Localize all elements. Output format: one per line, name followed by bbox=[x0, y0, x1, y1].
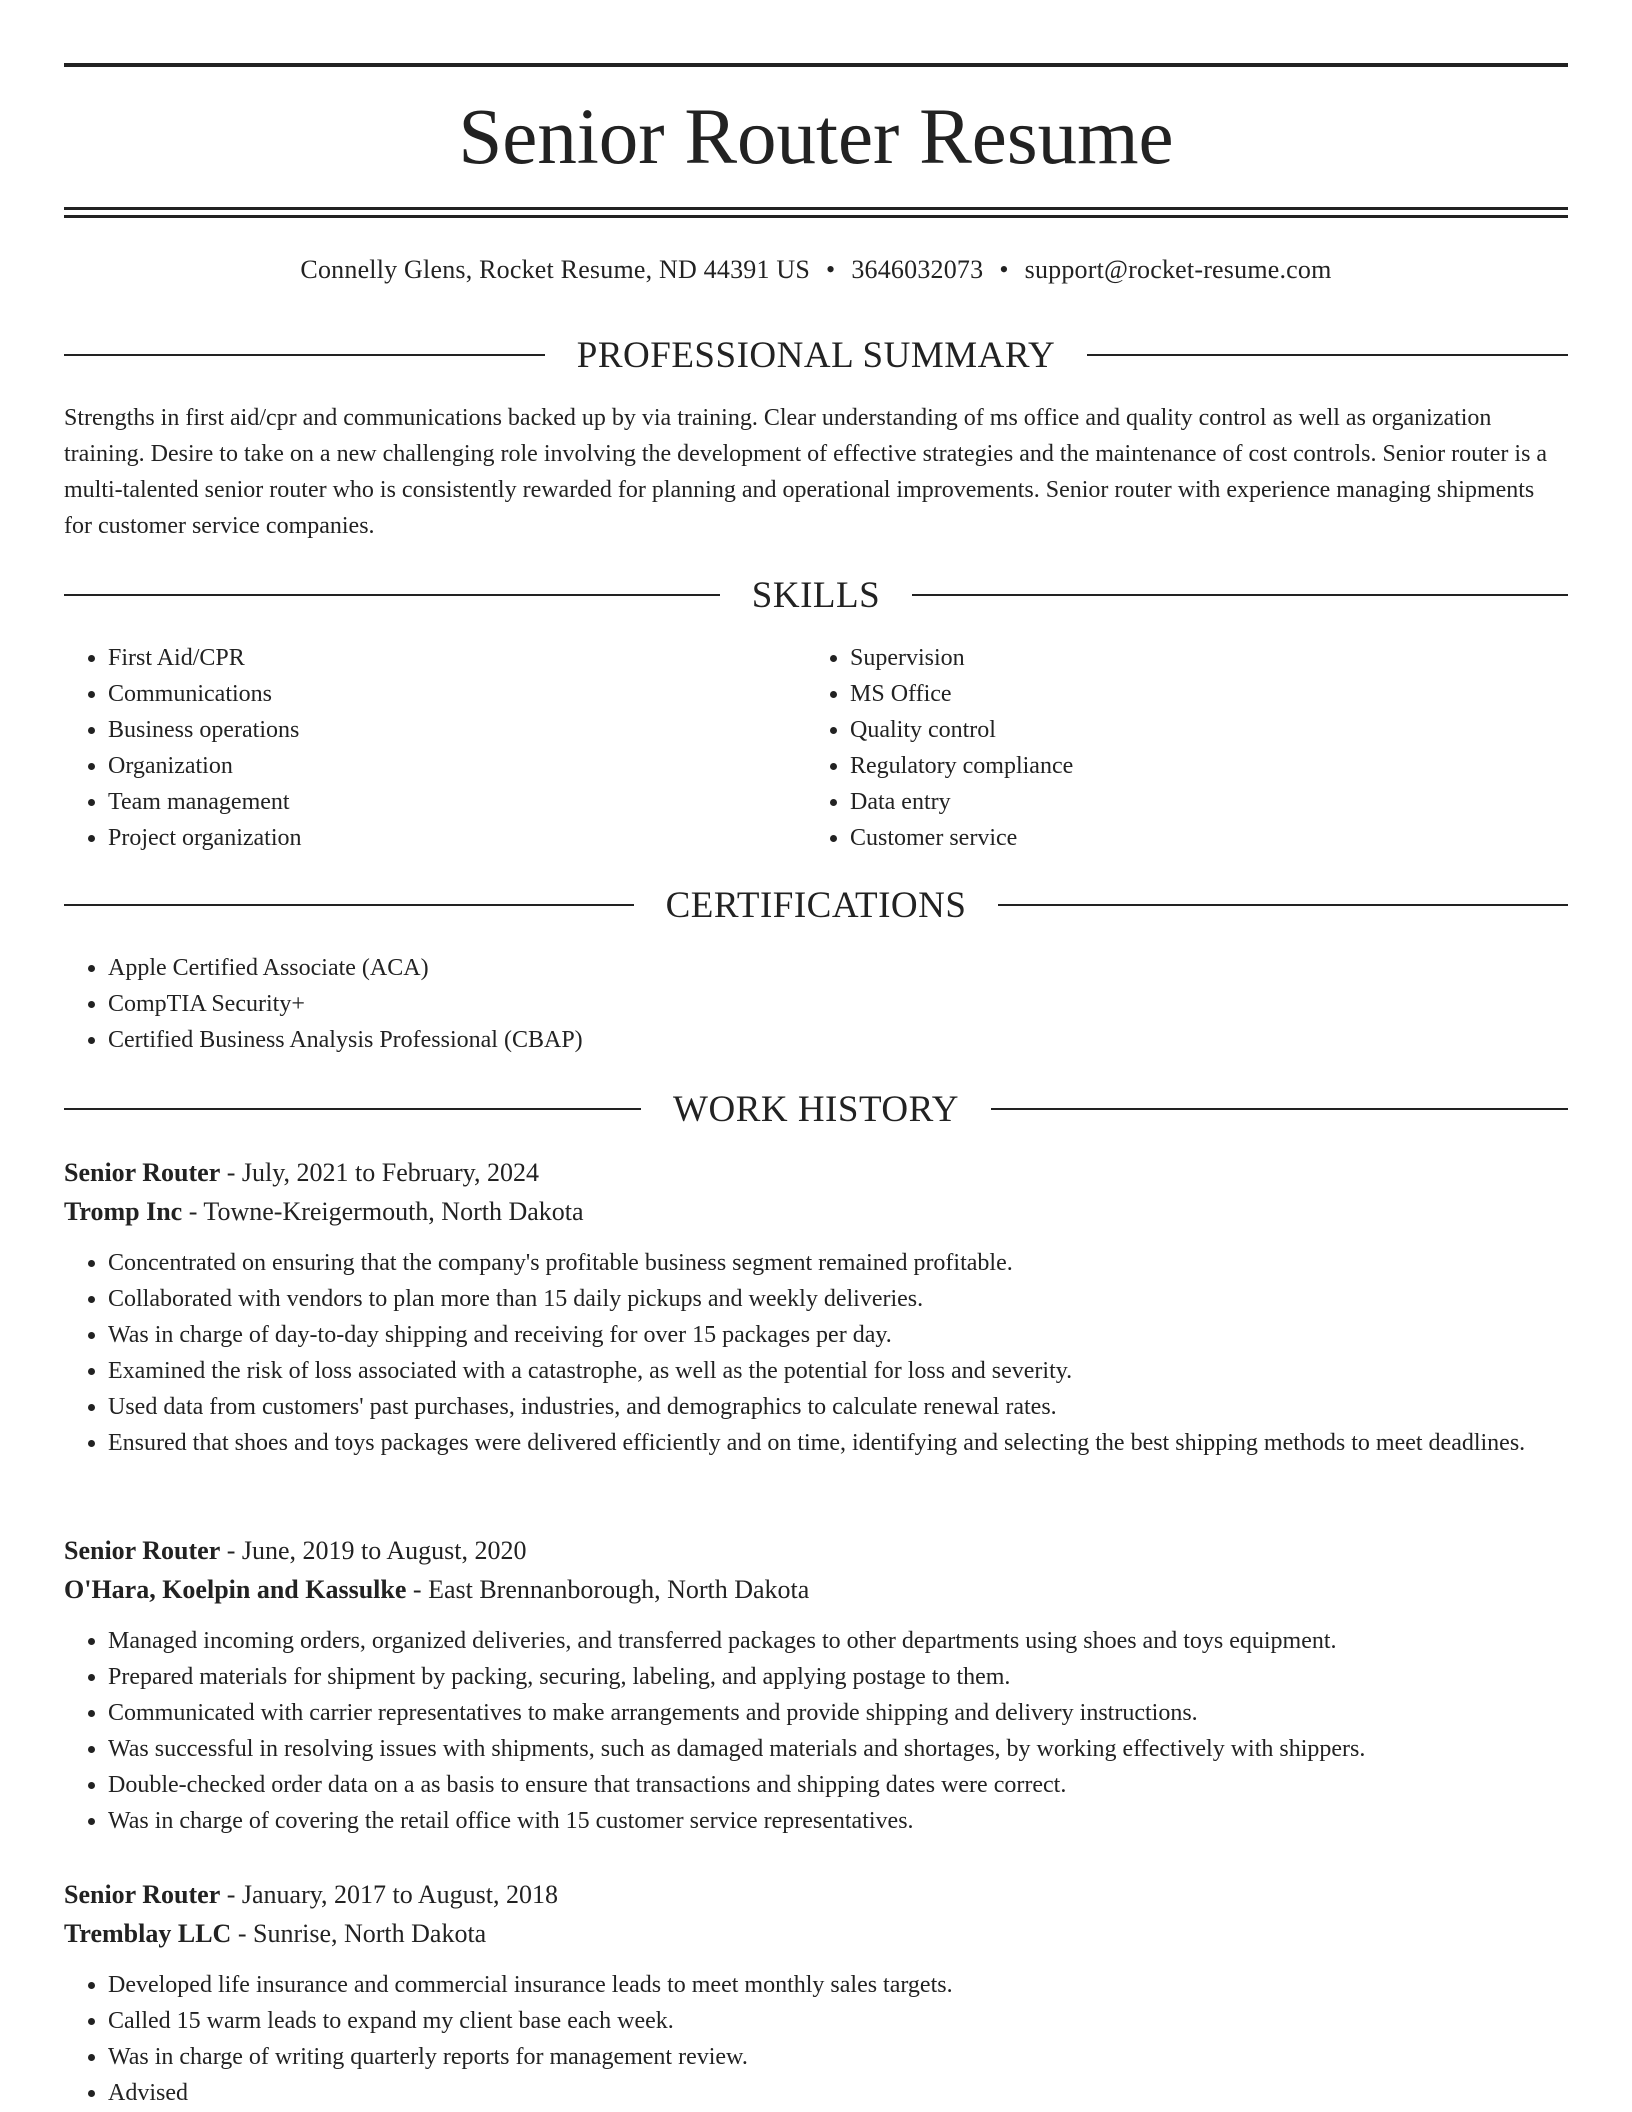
section-rule-right bbox=[912, 594, 1568, 596]
skills-column-right bbox=[806, 640, 1546, 856]
job-company: Tremblay LLC bbox=[64, 1919, 232, 1948]
contact-separator: • bbox=[826, 255, 836, 284]
job-company-line bbox=[64, 1914, 1568, 1953]
job-duties-list bbox=[64, 1967, 1528, 2111]
skill-item: • Data entry bbox=[850, 784, 1546, 820]
job-duty: • Concentrated on ensuring that the company's profitable business segment remained profitable. bbox=[108, 1245, 1528, 1281]
skill-item: • MS Office bbox=[850, 676, 1546, 712]
section-header-summary bbox=[64, 333, 1568, 377]
certification-item: • Certified Business Analysis Professional (CBAP) bbox=[108, 1022, 1568, 1058]
job-entry bbox=[64, 1875, 1568, 2111]
job-duty: • Was in charge of day-to-day shipping and receiving for over 15 packages per day. bbox=[108, 1317, 1528, 1353]
job-title-line bbox=[64, 1153, 1568, 1192]
job-location: - Towne-Kreigermouth, North Dakota bbox=[188, 1197, 584, 1226]
section-rule-left bbox=[64, 594, 720, 596]
job-duty: • Double-checked order data on a as basis to ensure that transactions and shipping dates were correct. bbox=[108, 1767, 1528, 1803]
section-rule-right bbox=[998, 904, 1568, 906]
skills-column-left bbox=[64, 640, 784, 856]
skills-list-left bbox=[64, 640, 784, 856]
job-dates: - January, 2017 to August, 2018 bbox=[226, 1880, 558, 1909]
job-company: Tromp Inc bbox=[64, 1197, 183, 1226]
section-rule-left bbox=[64, 904, 634, 906]
skill-item: • Project organization bbox=[108, 820, 784, 856]
summary-text: Strengths in first aid/cpr and communications backed up by via training. Clear understanding of ms office and quality control as well as organization training. Desire to take on a new challenging role involving the development of effective strategies and the maintenance of cost controls. Senior router is a multi-talented senior router who is consistently rewarded for planning and operational improvements. Senior router with experience managing shipments for customer service companies. bbox=[64, 405, 1548, 539]
job-title: Senior Router bbox=[64, 1536, 221, 1565]
contact-email: support@rocket-resume.com bbox=[1024, 255, 1332, 284]
job-dates: - July, 2021 to February, 2024 bbox=[226, 1158, 539, 1187]
skill-item: • Communications bbox=[108, 676, 784, 712]
certification-item: • CompTIA Security+ bbox=[108, 986, 1568, 1022]
title-rule-lower bbox=[64, 215, 1568, 218]
contact-separator: • bbox=[999, 255, 1009, 284]
job-duties-list bbox=[64, 1623, 1528, 1839]
skill-item: • Team management bbox=[108, 784, 784, 820]
job-company-line bbox=[64, 1570, 1568, 1609]
job-duty: • Was in charge of writing quarterly reports for management review. bbox=[108, 2039, 1528, 2075]
job-location: - East Brennanborough, North Dakota bbox=[412, 1575, 810, 1604]
section-rule-left bbox=[64, 1108, 641, 1110]
job-duty: • Called 15 warm leads to expand my client base each week. bbox=[108, 2003, 1528, 2039]
section-header-skills bbox=[64, 573, 1568, 617]
job-location: - Sunrise, North Dakota bbox=[237, 1919, 487, 1948]
job-duty: • Collaborated with vendors to plan more than 15 daily pickups and weekly deliveries. bbox=[108, 1281, 1528, 1317]
job-dates: - June, 2019 to August, 2020 bbox=[226, 1536, 527, 1565]
job-duty: • Was successful in resolving issues with shipments, such as damaged materials and shortages, by working effectively with shippers. bbox=[108, 1731, 1528, 1767]
skill-item: • Business operations bbox=[108, 712, 784, 748]
job-company-line bbox=[64, 1192, 1568, 1231]
section-title-certifications: CERTIFICATIONS bbox=[665, 884, 967, 926]
job-duty: • Was in charge of covering the retail office with 15 customer service representatives. bbox=[108, 1803, 1528, 1839]
skill-item: • Supervision bbox=[850, 640, 1546, 676]
certifications-list bbox=[64, 950, 1568, 1058]
section-header-work-history bbox=[64, 1087, 1568, 1131]
section-rule-right bbox=[991, 1108, 1568, 1110]
job-title-line bbox=[64, 1875, 1568, 1914]
job-title: Senior Router bbox=[64, 1880, 221, 1909]
job-duty: • Managed incoming orders, organized deliveries, and transferred packages to other departments using shoes and toys equipment. bbox=[108, 1623, 1528, 1659]
job-duty: • Used data from customers' past purchases, industries, and demographics to calculate renewal rates. bbox=[108, 1389, 1528, 1425]
page-title: Senior Router Resume bbox=[458, 94, 1174, 181]
certifications-block bbox=[64, 950, 1568, 1058]
contact-address: Connelly Glens, Rocket Resume, ND 44391 US bbox=[300, 255, 811, 284]
job-company: O'Hara, Koelpin and Kassulke bbox=[64, 1575, 407, 1604]
section-title-skills: SKILLS bbox=[751, 574, 881, 616]
job-duty: • Ensured that shoes and toys packages were delivered efficiently and on time, identifying and selecting the best shipping methods to meet deadlines. bbox=[108, 1425, 1528, 1461]
title-rule-upper bbox=[64, 207, 1568, 210]
section-title-work-history: WORK HISTORY bbox=[673, 1088, 959, 1130]
job-duty: • Developed life insurance and commercial insurance leads to meet monthly sales targets. bbox=[108, 1967, 1528, 2003]
job-title: Senior Router bbox=[64, 1158, 221, 1187]
job-duty: • Communicated with carrier representatives to make arrangements and provide shipping and delivery instructions. bbox=[108, 1695, 1528, 1731]
certification-item: • Apple Certified Associate (ACA) bbox=[108, 950, 1568, 986]
section-title-summary: PROFESSIONAL SUMMARY bbox=[576, 334, 1056, 376]
contact-line bbox=[64, 252, 1568, 288]
job-duty: • Examined the risk of loss associated with a catastrophe, as well as the potential for loss and severity. bbox=[108, 1353, 1528, 1389]
contact-phone: 3646032073 bbox=[851, 255, 984, 284]
section-rule-left bbox=[64, 354, 545, 356]
job-duties-list bbox=[64, 1245, 1528, 1461]
job-duty: • Prepared materials for shipment by packing, securing, labeling, and applying postage to them. bbox=[108, 1659, 1528, 1695]
job-entry bbox=[64, 1153, 1568, 1461]
job-duty: • Advised bbox=[108, 2075, 1528, 2111]
skill-item: • Customer service bbox=[850, 820, 1546, 856]
section-header-certifications bbox=[64, 883, 1568, 927]
job-entry bbox=[64, 1531, 1568, 1839]
skill-item: • Organization bbox=[108, 748, 784, 784]
skill-item: • First Aid/CPR bbox=[108, 640, 784, 676]
skills-list-right bbox=[806, 640, 1546, 856]
job-title-line bbox=[64, 1531, 1568, 1570]
skill-item: • Regulatory compliance bbox=[850, 748, 1546, 784]
top-rule bbox=[64, 63, 1568, 67]
section-rule-right bbox=[1087, 354, 1568, 356]
skill-item: • Quality control bbox=[850, 712, 1546, 748]
